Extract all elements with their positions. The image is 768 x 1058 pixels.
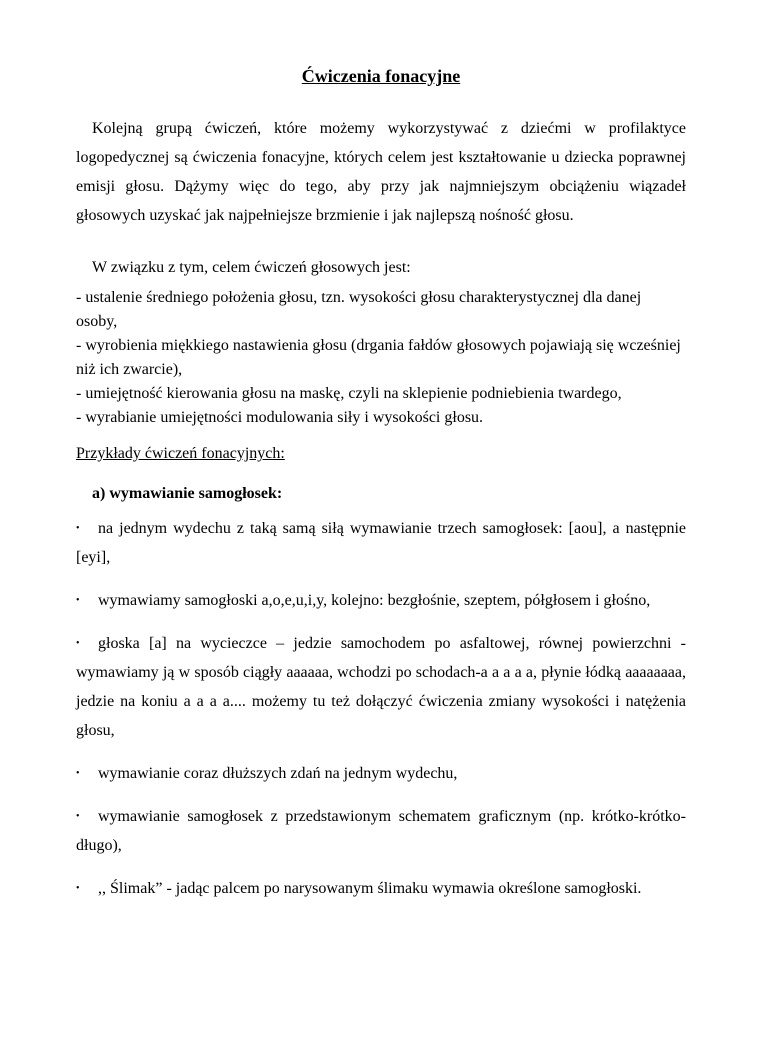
exercise-text: głoska [a] na wycieczce – jedzie samochodem po asfaltowej, równej powierzchni - wymawiamy ją w sposób ciągły aaaaaa, wchodzi po schodach-a a a a a, płynie łódką aaaaaaaa, jedzie na koniu a a a a.... możemy tu też dołączyć ćwiczenia zmiany wysokości i natężenia głosu, [76, 635, 686, 739]
bullet-icon: • [76, 811, 80, 823]
exercise-text: ,, Ślimak” - jadąc palcem po narysowanym ślimaku wymawia określone samogłoski. [98, 880, 642, 897]
goal-item: - umiejętność kierowania głosu na maskę, czyli na sklepienie podniebienia twardego, [76, 385, 622, 402]
bullet-icon: • [76, 595, 80, 607]
bullet-icon: • [76, 638, 80, 650]
goals-intro: W związku z tym, celem ćwiczeń głosowych jest: [92, 259, 411, 276]
document-page [0, 64, 768, 1058]
exercise-text: wymawianie samogłosek z przedstawionym schematem graficznym (np. krótko-krótko-długo), [76, 808, 686, 854]
goal-item: - ustalenie średniego położenia głosu, tzn. wysokości głosu charakterystycznej dla danej osoby, [76, 289, 642, 330]
exercise-item [76, 802, 686, 860]
bullet-icon: • [76, 768, 80, 780]
bullet-icon: • [76, 883, 80, 895]
exercise-list [76, 514, 686, 903]
exercise-item [76, 629, 686, 745]
goal-item: - wyrobienia miękkiego nastawienia głosu (drgania fałdów głosowych pojawiają się wcześniej niż ich zwarcie), [76, 337, 681, 378]
exercise-text: wymawianie coraz dłuższych zdań na jednym wydechu, [98, 765, 458, 782]
exercise-item [76, 874, 686, 903]
exercise-text: na jednym wydechu z taką samą siłą wymawianie trzech samogłosek: [aou], a następnie [eyi], [76, 520, 686, 566]
exercise-item [76, 759, 686, 788]
exercise-item [76, 586, 686, 615]
bullet-icon: • [76, 523, 80, 535]
examples-heading: Przykłady ćwiczeń fonacyjnych: [76, 445, 285, 462]
goal-item: - wyrabianie umiejętności modulowania siły i wysokości głosu. [76, 409, 484, 426]
page-title: Ćwiczenia fonacyjne [301, 66, 461, 86]
goals-list [76, 286, 686, 430]
intro-paragraph: Kolejną grupą ćwiczeń, które możemy wykorzystywać z dziećmi w profilaktyce logopedycznej są ćwiczenia fonacyjne, których celem jest kształtowanie u dziecka poprawnej emisji głosu. Dążymy więc do tego, aby przy jak najmniejszym obciążeniu wiązadeł głosowych uzyskać jak najpełniejsze brzmienie i jak najlepszą nośność głosu. [76, 120, 686, 224]
exercise-item [76, 514, 686, 572]
exercise-text: wymawiamy samogłoski a,o,e,u,i,y, kolejno: bezgłośnie, szeptem, półgłosem i głośno, [98, 592, 651, 609]
section-subheading: a) wymawianie samogłosek: [92, 485, 283, 502]
